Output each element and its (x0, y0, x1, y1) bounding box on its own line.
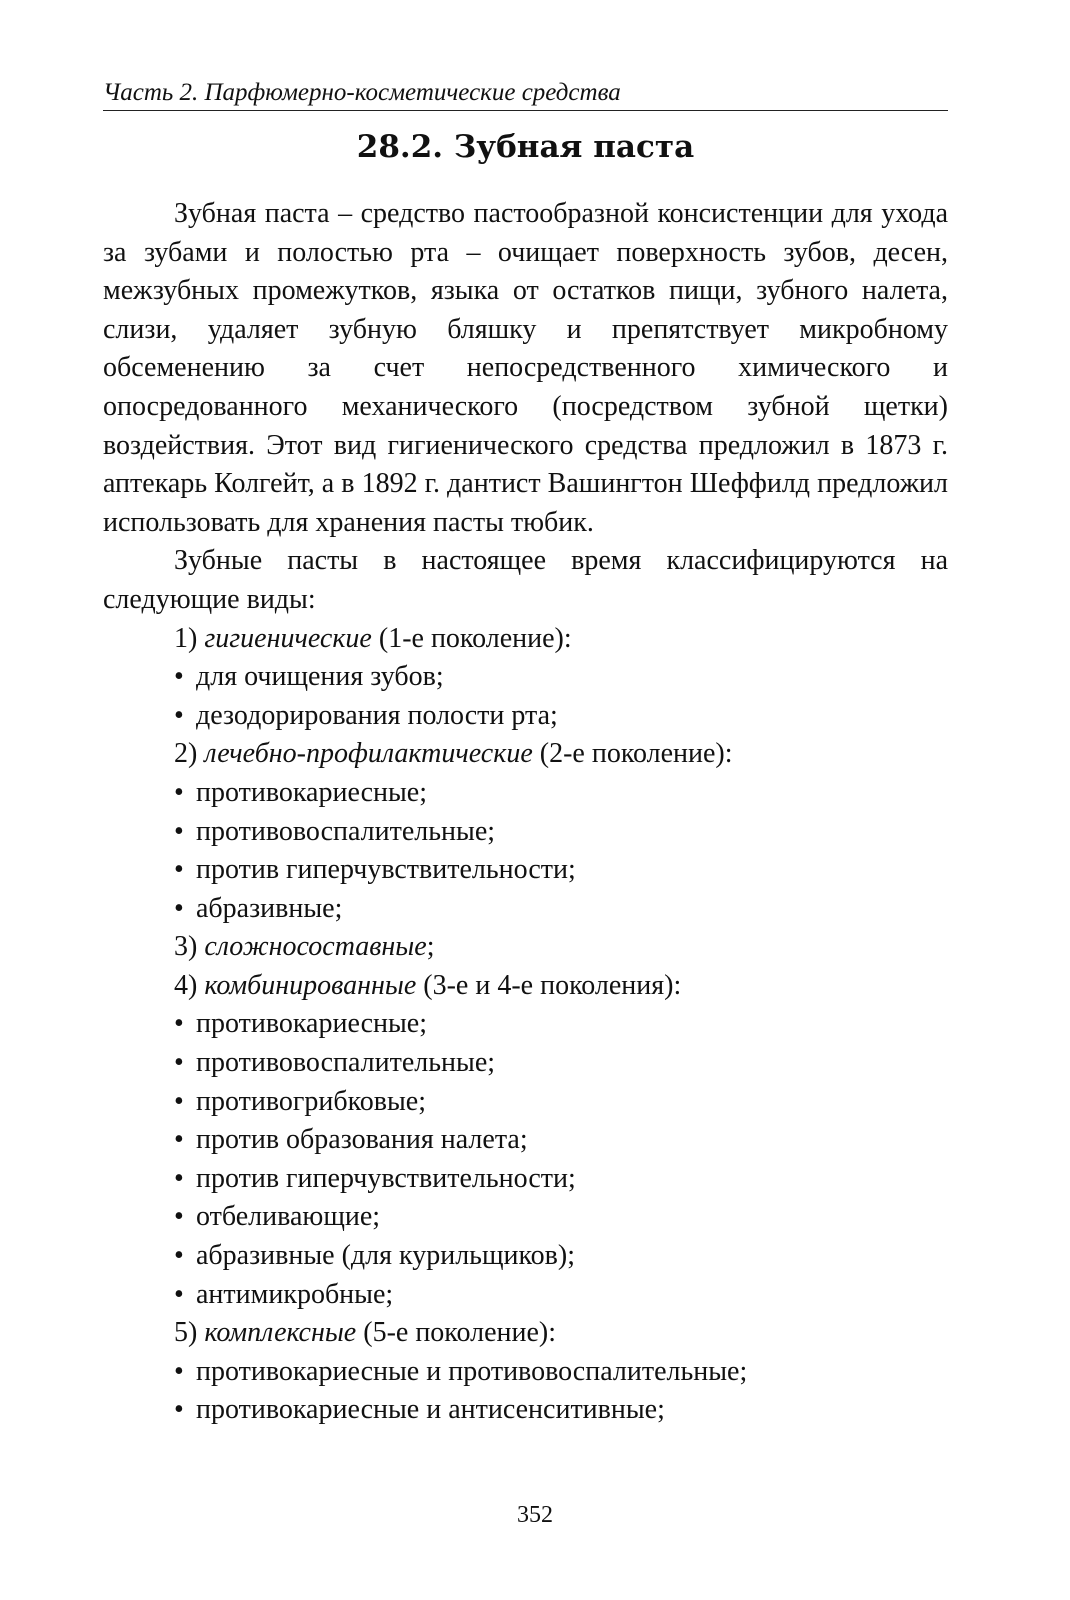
list-item-bullet (103, 1391, 948, 1430)
list-term: комбинированные (204, 969, 417, 1001)
list-item-bullet (103, 1198, 948, 1237)
list-item-text: антимикробные; (196, 1278, 394, 1310)
running-head: Часть 2. Парфюмерно-косметические средства (103, 78, 948, 111)
bullet-icon: • (174, 1355, 184, 1387)
list-item-bullet (103, 774, 948, 813)
bullet-icon: • (174, 699, 184, 731)
list-term-rest: (5-е поколение): (356, 1317, 557, 1349)
list-item-bullet (103, 1353, 948, 1392)
section-title: 28.2. Зубная паста (356, 129, 695, 165)
bullet-icon: • (174, 1394, 184, 1426)
list-item-numbered (103, 735, 948, 774)
bullet-icon: • (174, 1047, 184, 1079)
list-item-text: против гиперчувствительности; (196, 854, 576, 886)
list-item-text: против гиперчувствительности; (196, 1162, 576, 1194)
list-term: сложносоставные (204, 931, 427, 963)
bullet-icon: • (174, 815, 184, 847)
list-item-text: противовоспалительные; (196, 1047, 496, 1079)
list-item-bullet (103, 1276, 948, 1315)
paragraph: Зубные пасты в настоящее время классифицируются на следующие виды: (103, 545, 948, 615)
bullet-icon: • (174, 1008, 184, 1040)
paragraph: Зубная паста – средство пастообразной консистенции для ухода за зубами и полостью рта – очищает поверхность зубов, десен, межзубных промежутков, языка от остатков пищи, зубного налета, слизи, удаляет зубную бляшку и препятствует микробному обсеменению за счет непосредственного химического и опосредованного механического (посредством зубной щетки) воздействия. Этот вид гигиенического средства предложил в 1873 г. аптекарь Колгейт, а в 1892 г. дантист Вашингтон Шеффилд предложил использовать для хранения пасты тюбик. (103, 198, 948, 538)
list-item-text: для очищения зубов; (196, 661, 444, 693)
list-item-bullet (103, 1044, 948, 1083)
list-item-text: противокариесные; (196, 776, 428, 808)
list-item-numbered (103, 928, 948, 967)
list-item-text: абразивные (для курильщиков); (196, 1240, 575, 1272)
list-item-numbered (103, 1314, 948, 1353)
bullet-icon: • (174, 1124, 184, 1156)
list-term: комплексные (204, 1317, 357, 1349)
list-term: лечебно-профилактические (204, 738, 533, 770)
list-item-bullet (103, 1237, 948, 1276)
list-item-bullet (103, 851, 948, 890)
bullet-icon: • (174, 1201, 184, 1233)
bullet-icon: • (174, 1085, 184, 1117)
list-item-bullet (103, 890, 948, 929)
bullet-icon: • (174, 892, 184, 924)
list-item-text: противогрибковые; (196, 1085, 427, 1117)
list-item-numbered (103, 620, 948, 659)
list-item-text: противокариесные и противовоспалительные; (196, 1355, 748, 1387)
list-item-text: дезодорирования полости рта; (196, 699, 558, 731)
list-number: 2) (174, 738, 198, 770)
bullet-icon: • (174, 776, 184, 808)
list-number: 4) (174, 969, 198, 1001)
list-term-rest: (1-е поколение): (371, 622, 572, 654)
list-term-rest: (3-е и 4-е поколения): (416, 969, 682, 1001)
list-item-bullet (103, 1160, 948, 1199)
bullet-icon: • (174, 854, 184, 886)
list-item-text: противовоспалительные; (196, 815, 496, 847)
list-term-rest: (2-е поколение): (532, 738, 733, 770)
list-term-rest: ; (426, 931, 435, 963)
list-item-text: абразивные; (196, 892, 343, 924)
list-item-text: противокариесные; (196, 1008, 428, 1040)
list-term: гигиенические (204, 622, 372, 654)
list-item-bullet (103, 1121, 948, 1160)
list-item-bullet (103, 658, 948, 697)
bullet-icon: • (174, 1240, 184, 1272)
bullet-icon: • (174, 1278, 184, 1310)
list-item-text: против образования налета; (196, 1124, 528, 1156)
list-number: 1) (174, 622, 198, 654)
list-number: 5) (174, 1317, 198, 1349)
list-item-text: противокариесные и антисенситивные; (196, 1394, 665, 1426)
bullet-icon: • (174, 1162, 184, 1194)
list-number: 3) (174, 931, 198, 963)
bullet-icon: • (174, 661, 184, 693)
list-item-bullet (103, 1083, 948, 1122)
page-number: 352 (517, 1502, 553, 1528)
list-item-text: отбеливающие; (196, 1201, 381, 1233)
classification-list (103, 620, 948, 1430)
list-item-numbered (103, 967, 948, 1006)
list-item-bullet (103, 697, 948, 736)
list-item-bullet (103, 1005, 948, 1044)
document-page (103, 78, 948, 1430)
list-item-bullet (103, 813, 948, 852)
